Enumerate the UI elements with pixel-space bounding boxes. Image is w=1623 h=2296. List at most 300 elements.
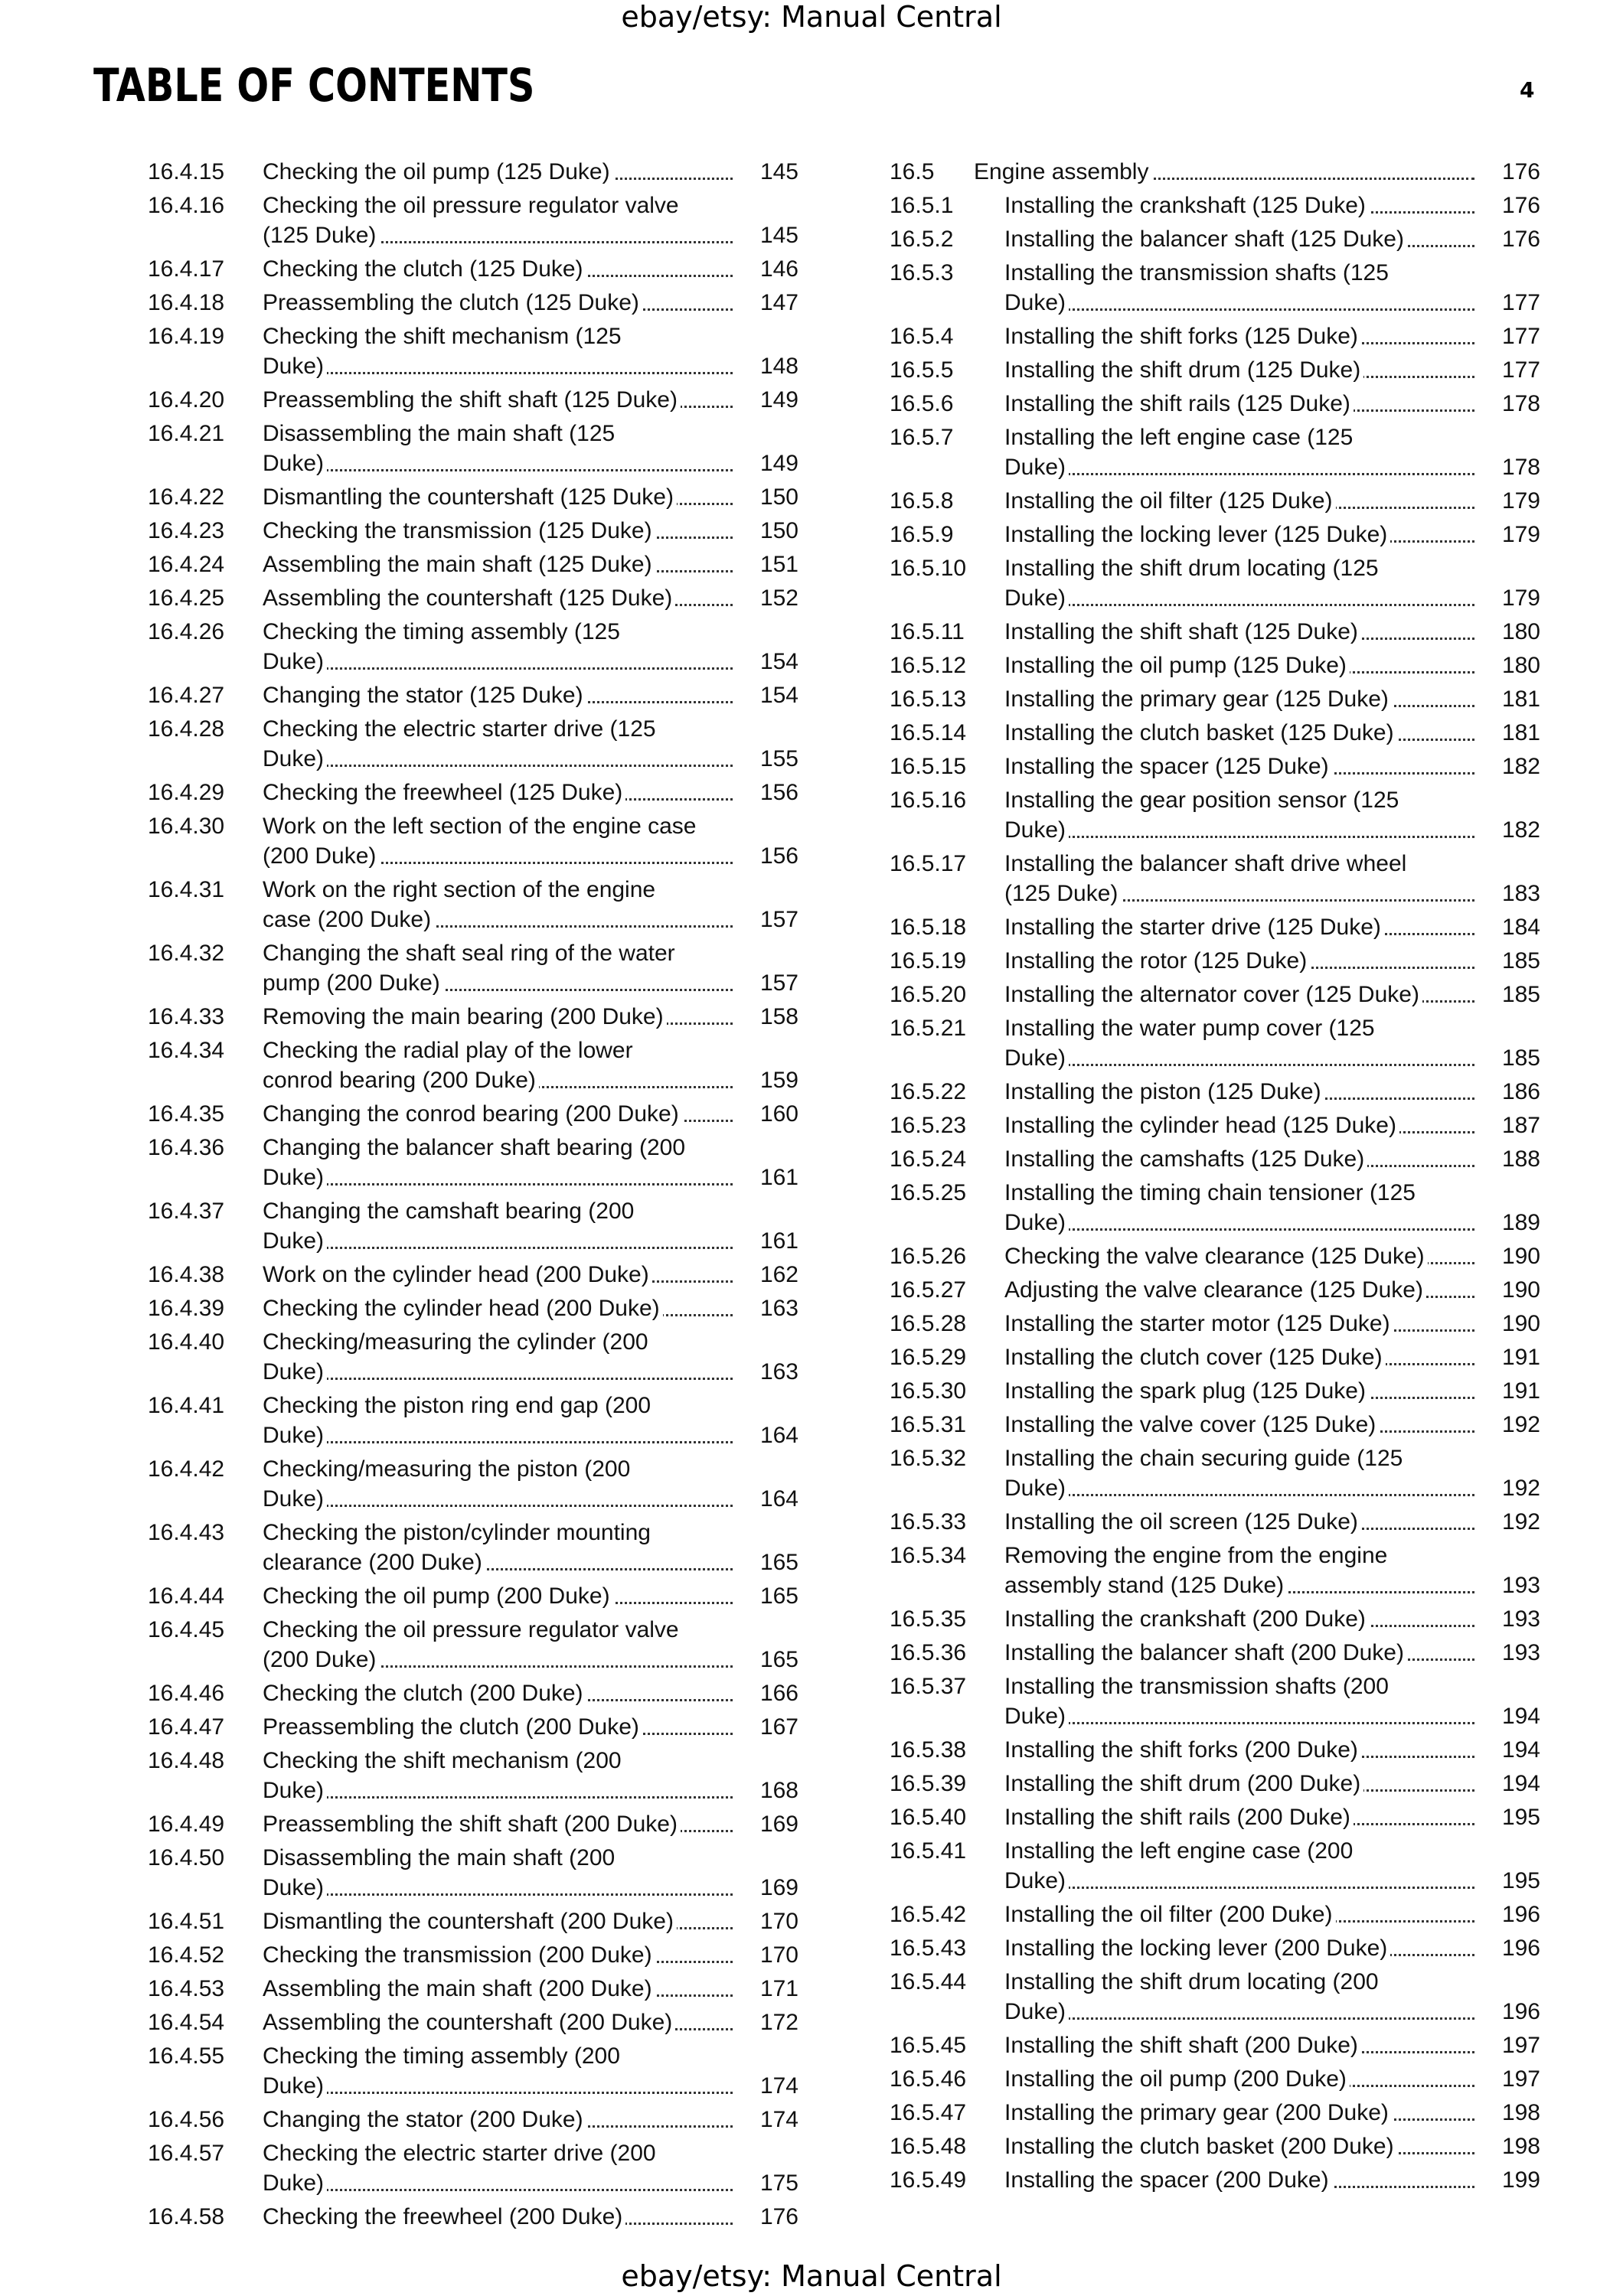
toc-entry[interactable] [890, 1604, 1540, 1638]
toc-entry-number: 16.4.22 [148, 484, 225, 510]
toc-entry[interactable] [890, 1443, 1540, 1507]
toc-entry-number: 16.5.35 [890, 1606, 967, 1632]
toc-entry[interactable] [890, 1802, 1540, 1836]
toc-entry-number: 16.5.26 [890, 1244, 967, 1269]
toc-entry-title: Installing the primary gear (125 Duke) [1004, 687, 1392, 712]
toc-entry[interactable] [148, 1133, 798, 1196]
toc-entry[interactable] [890, 1275, 1540, 1309]
toc-entry-title: Installing the shift forks (125 Duke) [1004, 324, 1361, 349]
toc-entry[interactable] [148, 1454, 798, 1518]
toc-entry[interactable] [148, 1035, 798, 1099]
toc-entry[interactable] [890, 1013, 1540, 1077]
toc-entry-number: 16.4.21 [148, 421, 225, 446]
toc-entry-number: 16.4.49 [148, 1812, 225, 1837]
toc-entry-title: Installing the clutch cover (125 Duke) [1004, 1345, 1386, 1370]
toc-entry-title: (125 Duke) [263, 223, 379, 248]
toc-entry[interactable] [890, 1507, 1540, 1541]
toc-entry-title: Installing the timing chain tensioner (125 [1004, 1180, 1419, 1205]
toc-entry[interactable] [890, 389, 1540, 422]
toc-entry[interactable] [890, 520, 1540, 553]
toc-entry[interactable] [890, 2098, 1540, 2131]
toc-entry-number: 16.4.40 [148, 1329, 225, 1355]
toc-entry[interactable] [148, 1196, 798, 1260]
toc-entry[interactable] [890, 1144, 1540, 1178]
toc-entry-number: 16.5.30 [890, 1378, 967, 1404]
toc-entry-number: 16.4.42 [148, 1456, 225, 1482]
toc-entry-title: Installing the shift drum locating (200 [1004, 1969, 1382, 1994]
toc-entry-number: 16.5.2 [890, 227, 954, 252]
toc-entry-title: Installing the cylinder head (125 Duke) [1004, 1113, 1399, 1138]
toc-entry-title: Changing the camshaft bearing (200 [263, 1199, 637, 1224]
toc-entry-page: 191 [1494, 1342, 1540, 1372]
page-number: 4 [1520, 77, 1535, 103]
toc-entry[interactable] [148, 1327, 798, 1391]
toc-entry-page: 150 [753, 482, 798, 512]
toc-entry-number: 16.4.54 [148, 2010, 225, 2035]
toc-entry-page: 181 [1494, 684, 1540, 714]
toc-entry-title: Checking the shift mechanism (200 [263, 1748, 625, 1773]
toc-entry-number: 16.5.20 [890, 982, 967, 1007]
toc-entry-page: 185 [1494, 1043, 1540, 1073]
toc-entry[interactable] [148, 1974, 798, 2007]
toc-entry-page: 146 [753, 254, 798, 284]
toc-entry[interactable] [890, 486, 1540, 520]
toc-entry-page: 161 [753, 1163, 798, 1192]
toc-entry-title: Duke) [263, 1778, 327, 1803]
toc-entry-number: 16.4.36 [148, 1135, 225, 1160]
toc-entry-number: 16.4.19 [148, 324, 225, 349]
toc-entry[interactable] [148, 778, 798, 811]
toc-entry[interactable] [890, 422, 1540, 486]
toc-entry-title: Duke) [263, 1486, 327, 1512]
toc-entry-title: Checking the timing assembly (200 [263, 2043, 623, 2069]
toc-entry[interactable] [890, 1309, 1540, 1342]
toc-entry[interactable] [890, 1735, 1540, 1769]
toc-entry-number: 16.5.1 [890, 193, 954, 218]
toc-entry[interactable] [890, 157, 1540, 191]
toc-entry-page: 192 [1494, 1410, 1540, 1440]
toc-entry-number: 16.4.47 [148, 1714, 225, 1740]
toc-entry-number: 16.5.17 [890, 851, 967, 876]
toc-entry[interactable] [890, 651, 1540, 684]
toc-entry[interactable] [148, 1678, 798, 1712]
toc-entry-number: 16.4.25 [148, 585, 225, 611]
toc-entry[interactable] [148, 1843, 798, 1906]
toc-entry[interactable] [148, 1615, 798, 1678]
toc-entry-title: Changing the conrod bearing (200 Duke) [263, 1101, 682, 1127]
toc-entry[interactable] [148, 1581, 798, 1615]
toc-entry-page: 183 [1494, 879, 1540, 908]
toc-entry-title: Installing the camshafts (125 Duke) [1004, 1146, 1367, 1172]
toc-entry-number: 16.5.11 [890, 619, 965, 644]
toc-entry[interactable] [148, 550, 798, 583]
toc-entry-number: 16.5.49 [890, 2167, 967, 2193]
toc-entry-number: 16.5.46 [890, 2066, 967, 2092]
toc-entry-number: 16.5.21 [890, 1016, 967, 1041]
toc-entry-page: 178 [1494, 452, 1540, 482]
toc-entry-page: 182 [1494, 752, 1540, 781]
toc-entry[interactable] [148, 288, 798, 321]
toc-entry-title: Installing the oil pump (125 Duke) [1004, 653, 1350, 678]
toc-entry[interactable] [890, 1178, 1540, 1241]
toc-entry-number: 16.5.39 [890, 1771, 967, 1796]
toc-entry[interactable] [148, 583, 798, 617]
toc-entry-number: 16.5.22 [890, 1079, 967, 1104]
toc-entry-page: 177 [1494, 321, 1540, 351]
toc-entry-title: Installing the water pump cover (125 [1004, 1016, 1378, 1041]
toc-entry-page: 194 [1494, 1769, 1540, 1799]
toc-entry[interactable] [148, 419, 798, 482]
toc-entry-page: 163 [753, 1293, 798, 1323]
toc-entry-title: Duke) [1004, 817, 1069, 843]
toc-entry-title: Disassembling the main shaft (200 [263, 1845, 618, 1870]
toc-entry[interactable] [148, 938, 798, 1002]
toc-entry-title: assembly stand (125 Duke) [1004, 1573, 1287, 1598]
toc-entry-title: Checking the freewheel (125 Duke) [263, 780, 625, 805]
toc-entry-title: Installing the transmission shafts (200 [1004, 1674, 1392, 1699]
toc-entry-page: 163 [753, 1357, 798, 1387]
toc-entry[interactable] [148, 680, 798, 714]
toc-entry[interactable] [890, 2030, 1540, 2064]
toc-entry-title: Duke) [263, 2170, 327, 2196]
toc-entry-title: Installing the shift drum (200 Duke) [1004, 1771, 1363, 1796]
toc-entry-number: 16.5.36 [890, 1640, 967, 1665]
toc-entry-page: 185 [1494, 980, 1540, 1009]
toc-entry[interactable] [148, 1099, 798, 1133]
toc-entry-title: Installing the shift rails (125 Duke) [1004, 391, 1354, 416]
toc-entry-page: 193 [1494, 1638, 1540, 1668]
toc-entry-title: Duke) [263, 1165, 327, 1190]
toc-entry-title: Installing the spacer (200 Duke) [1004, 2167, 1332, 2193]
toc-entry-page: 195 [1494, 1866, 1540, 1896]
toc-entry[interactable] [148, 1940, 798, 1974]
toc-entry-number: 16.4.58 [148, 2204, 225, 2229]
toc-entry-page: 176 [1494, 157, 1540, 187]
toc-entry-page: 197 [1494, 2064, 1540, 2094]
toc-entry-title: (200 Duke) [263, 843, 379, 869]
toc-entry[interactable] [890, 617, 1540, 651]
toc-entry-title: Disassembling the main shaft (125 [263, 421, 618, 446]
toc-entry-title: Installing the piston (125 Duke) [1004, 1079, 1324, 1104]
toc-entry[interactable] [890, 1241, 1540, 1275]
toc-entry-number: 16.5.15 [890, 754, 967, 779]
toc-entry-page: 151 [753, 550, 798, 579]
toc-entry-title: Checking the transmission (200 Duke) [263, 1942, 655, 1968]
toc-entry[interactable] [890, 1769, 1540, 1802]
toc-entry[interactable] [890, 912, 1540, 946]
toc-entry-title: Duke) [263, 746, 327, 771]
toc-entry[interactable] [148, 385, 798, 419]
toc-entry[interactable] [890, 1077, 1540, 1110]
toc-entry-number: 16.5.7 [890, 425, 954, 450]
toc-entry-page: 145 [753, 220, 798, 250]
toc-entry[interactable] [148, 1746, 798, 1809]
toc-entry-title: Installing the shift shaft (200 Duke) [1004, 2033, 1361, 2058]
toc-entry-title: Checking the timing assembly (125 [263, 619, 623, 644]
toc-entry[interactable] [148, 516, 798, 550]
toc-entry-number: 16.4.35 [148, 1101, 225, 1127]
toc-entry[interactable] [890, 2131, 1540, 2165]
toc-entry-page: 177 [1494, 355, 1540, 385]
toc-entry-title: Assembling the main shaft (125 Duke) [263, 552, 655, 577]
toc-entry-title: Duke) [263, 1875, 327, 1900]
toc-entry-number: 16.5.9 [890, 522, 954, 547]
watermark-bottom: ebay/etsy: Manual Central [621, 2259, 1002, 2293]
toc-entry-number: 16.5.5 [890, 357, 954, 383]
toc-entry-page: 147 [753, 288, 798, 318]
toc-entry[interactable] [890, 785, 1540, 849]
toc-entry-number: 16.4.45 [148, 1617, 225, 1642]
toc-entry-title: Checking the piston/cylinder mounting [263, 1520, 654, 1545]
toc-entry-title: Checking the cylinder head (200 Duke) [263, 1296, 663, 1321]
toc-entry[interactable] [890, 1376, 1540, 1410]
toc-entry[interactable] [890, 1110, 1540, 1144]
toc-entry[interactable] [890, 1967, 1540, 2030]
watermark-top: ebay/etsy: Manual Central [621, 0, 1002, 34]
toc-entry-page: 145 [753, 157, 798, 187]
toc-entry-number: 16.4.57 [148, 2141, 225, 2166]
toc-entry-title: Assembling the countershaft (125 Duke) [263, 585, 675, 611]
toc-entry-number: 16.5.31 [890, 1412, 967, 1437]
toc-entry[interactable] [148, 2041, 798, 2105]
toc-entry-number: 16.4.20 [148, 387, 225, 413]
toc-entry-title: Duke) [263, 1359, 327, 1384]
toc-entry[interactable] [148, 2105, 798, 2138]
toc-entry[interactable] [890, 718, 1540, 752]
toc-entry-page: 176 [1494, 191, 1540, 220]
toc-entry-title: Installing the spark plug (125 Duke) [1004, 1378, 1369, 1404]
toc-entry[interactable] [890, 849, 1540, 912]
toc-entry-title: Duke) [1004, 1210, 1069, 1235]
toc-entry[interactable] [890, 258, 1540, 321]
toc-entry-page: 191 [1494, 1376, 1540, 1406]
toc-entry-page: 154 [753, 647, 798, 677]
toc-entry-title: Installing the crankshaft (200 Duke) [1004, 1606, 1369, 1632]
toc-entry-title: Installing the left engine case (125 [1004, 425, 1356, 450]
toc-entry-title: Installing the primary gear (200 Duke) [1004, 2100, 1392, 2125]
toc-entry-page: 161 [753, 1226, 798, 1256]
toc-entry-page: 196 [1494, 1933, 1540, 1963]
toc-entry-number: 16.5.18 [890, 915, 967, 940]
toc-entry-title: Assembling the main shaft (200 Duke) [263, 1976, 655, 2001]
toc-entry-title: Removing the main bearing (200 Duke) [263, 1004, 667, 1029]
toc-entry-number: 16.5.6 [890, 391, 954, 416]
toc-entry-number: 16.4.28 [148, 716, 225, 742]
toc-entry-title: Duke) [1004, 290, 1069, 315]
toc-entry[interactable] [148, 1391, 798, 1454]
toc-entry-number: 16.4.34 [148, 1038, 225, 1063]
toc-entry-page: 158 [753, 1002, 798, 1032]
toc-entry[interactable] [890, 1638, 1540, 1671]
toc-entry-number: 16.5.14 [890, 720, 967, 745]
toc-entry-title: Dismantling the countershaft (200 Duke) [263, 1909, 677, 1934]
toc-entry[interactable] [890, 321, 1540, 355]
toc-entry-number: 16.4.17 [148, 256, 225, 282]
toc-entry-number: 16.5.32 [890, 1446, 967, 1471]
toc-entry[interactable] [148, 254, 798, 288]
toc-entry-number: 16.4.46 [148, 1681, 225, 1706]
toc-entry-page: 193 [1494, 1604, 1540, 1634]
toc-entry-page: 149 [753, 448, 798, 478]
toc-entry-page: 169 [753, 1873, 798, 1903]
toc-entry[interactable] [148, 875, 798, 938]
toc-entry-number: 16.4.15 [148, 159, 225, 184]
toc-entry-number: 16.5.42 [890, 1902, 967, 1927]
toc-entry-page: 189 [1494, 1208, 1540, 1238]
toc-entry-title: Installing the valve cover (125 Duke) [1004, 1412, 1379, 1437]
toc-entry[interactable] [148, 321, 798, 385]
toc-entry[interactable] [890, 980, 1540, 1013]
toc-entry[interactable] [148, 2007, 798, 2041]
toc-entry-page: 177 [1494, 288, 1540, 318]
toc-entry[interactable] [890, 1836, 1540, 1900]
toc-entry-number: 16.5.13 [890, 687, 967, 712]
toc-entry[interactable] [148, 2202, 798, 2236]
toc-entry[interactable] [890, 752, 1540, 785]
toc-entry-page: 148 [753, 351, 798, 381]
toc-entry[interactable] [890, 1342, 1540, 1376]
toc-entry-title: Installing the alternator cover (125 Duke) [1004, 982, 1422, 1007]
toc-entry-title: Installing the balancer shaft drive wheel [1004, 851, 1409, 876]
toc-entry-title: Duke) [1004, 1476, 1069, 1501]
toc-entry-title: Installing the shift shaft (125 Duke) [1004, 619, 1361, 644]
toc-column-right [890, 157, 1540, 2199]
toc-entry-title: Duke) [1004, 1999, 1069, 2024]
toc-entry-number: 16.4.48 [148, 1748, 225, 1773]
toc-entry[interactable] [890, 224, 1540, 258]
toc-entry-number: 16.4.43 [148, 1520, 225, 1545]
toc-entry-title: conrod bearing (200 Duke) [263, 1068, 539, 1093]
toc-entry-page: 187 [1494, 1110, 1540, 1140]
toc-entry[interactable] [148, 617, 798, 680]
toc-entry[interactable] [890, 1541, 1540, 1604]
toc-entry-title: (200 Duke) [263, 1647, 379, 1672]
toc-entry-page: 164 [753, 1484, 798, 1514]
toc-entry-title: Checking the clutch (200 Duke) [263, 1681, 586, 1706]
toc-entry-page: 149 [753, 385, 798, 415]
toc-entry-page: 178 [1494, 389, 1540, 419]
toc-entry-number: 16.4.23 [148, 518, 225, 543]
toc-entry-title: Removing the engine from the engine [1004, 1543, 1390, 1568]
toc-entry-page: 193 [1494, 1570, 1540, 1600]
toc-entry[interactable] [890, 2165, 1540, 2199]
toc-entry[interactable] [890, 1900, 1540, 1933]
toc-entry[interactable] [890, 684, 1540, 718]
toc-entry-title: Changing the stator (125 Duke) [263, 683, 586, 708]
toc-entry-title: Checking the oil pump (200 Duke) [263, 1583, 613, 1609]
toc-entry[interactable] [148, 1712, 798, 1746]
toc-entry-page: 181 [1494, 718, 1540, 748]
toc-entry-page: 152 [753, 583, 798, 613]
toc-entry-title: Preassembling the clutch (125 Duke) [263, 290, 642, 315]
toc-entry-number: 16.5.29 [890, 1345, 967, 1370]
toc-entry[interactable] [148, 157, 798, 191]
toc-entry-page: 155 [753, 744, 798, 774]
toc-entry[interactable] [148, 1293, 798, 1327]
toc-entry-title: Checking the radial play of the lower [263, 1038, 636, 1063]
toc-entry-number: 16.5.27 [890, 1277, 967, 1303]
toc-entry-number: 16.4.26 [148, 619, 225, 644]
toc-entry-page: 188 [1494, 1144, 1540, 1174]
toc-entry-number: 16.5.8 [890, 488, 954, 514]
toc-entry[interactable] [890, 1410, 1540, 1443]
toc-entry-number: 16.5.43 [890, 1936, 967, 1961]
toc-entry[interactable] [148, 1809, 798, 1843]
toc-entry-title: clearance (200 Duke) [263, 1550, 485, 1575]
toc-entry[interactable] [148, 2138, 798, 2202]
toc-entry[interactable] [148, 482, 798, 516]
toc-entry[interactable] [890, 355, 1540, 389]
toc-entry-title: Installing the starter motor (125 Duke) [1004, 1311, 1393, 1336]
toc-entry-page: 179 [1494, 486, 1540, 516]
toc-entry-number: 16.5.23 [890, 1113, 967, 1138]
toc-entry-number: 16.4.29 [148, 780, 225, 805]
toc-entry-title: Installing the oil screen (125 Duke) [1004, 1509, 1361, 1534]
toc-entry-title: Installing the locking lever (125 Duke) [1004, 522, 1390, 547]
toc-entry[interactable] [890, 553, 1540, 617]
toc-entry[interactable] [148, 191, 798, 254]
toc-entry-title: Checking/measuring the piston (200 [263, 1456, 633, 1482]
toc-entry[interactable] [148, 1260, 798, 1293]
toc-entry-title: Changing the stator (200 Duke) [263, 2107, 586, 2132]
toc-entry-title: Changing the balancer shaft bearing (200 [263, 1135, 688, 1160]
toc-entry[interactable] [890, 2064, 1540, 2098]
toc-entry-number: 16.4.27 [148, 683, 225, 708]
toc-entry-number: 16.4.38 [148, 1262, 225, 1287]
toc-entry[interactable] [890, 191, 1540, 224]
toc-entry[interactable] [148, 1002, 798, 1035]
toc-entry-number: 16.5.25 [890, 1180, 967, 1205]
toc-entry-page: 174 [753, 2071, 798, 2101]
toc-entry-page: 197 [1494, 2030, 1540, 2060]
toc-entry[interactable] [148, 714, 798, 778]
toc-entry-page: 176 [753, 2202, 798, 2232]
toc-entry-title: case (200 Duke) [263, 907, 434, 932]
toc-entry-page: 190 [1494, 1309, 1540, 1339]
toc-entry-page: 167 [753, 1712, 798, 1742]
toc-entry-title: Adjusting the valve clearance (125 Duke) [1004, 1277, 1426, 1303]
toc-entry[interactable] [148, 1906, 798, 1940]
toc-entry-number: 16.5.10 [890, 556, 967, 581]
toc-entry-number: 16.4.44 [148, 1583, 225, 1609]
toc-entry-title: Duke) [1004, 455, 1069, 480]
toc-entry-page: 165 [753, 1645, 798, 1675]
toc-entry-number: 16.4.32 [148, 941, 225, 966]
toc-entry-number: 16.5.45 [890, 2033, 967, 2058]
toc-entry-title: Installing the spacer (125 Duke) [1004, 754, 1332, 779]
toc-entry-page: 194 [1494, 1701, 1540, 1731]
toc-entry-number: 16.5.47 [890, 2100, 967, 2125]
toc-entry-title: Checking the electric starter drive (125 [263, 716, 659, 742]
toc-entry-title: Work on the cylinder head (200 Duke) [263, 1262, 652, 1287]
toc-entry[interactable] [890, 1671, 1540, 1735]
toc-entry[interactable] [148, 811, 798, 875]
toc-entry-number: 16.5.34 [890, 1543, 967, 1568]
toc-entry[interactable] [890, 1933, 1540, 1967]
toc-entry-title: Duke) [1004, 585, 1069, 611]
toc-entry-number: 16.4.16 [148, 193, 225, 218]
toc-entry-title: Changing the shaft seal ring of the water [263, 941, 678, 966]
toc-entry-number: 16.4.52 [148, 1942, 225, 1968]
toc-entry[interactable] [890, 946, 1540, 980]
toc-entry-page: 185 [1494, 946, 1540, 976]
toc-entry-title: Installing the balancer shaft (200 Duke) [1004, 1640, 1407, 1665]
toc-entry-page: 162 [753, 1260, 798, 1290]
toc-entry-title: Duke) [263, 2073, 327, 2099]
toc-entry[interactable] [148, 1518, 798, 1581]
toc-entry-title: Preassembling the clutch (200 Duke) [263, 1714, 642, 1740]
toc-entry-title: Installing the gear position sensor (125 [1004, 788, 1402, 813]
